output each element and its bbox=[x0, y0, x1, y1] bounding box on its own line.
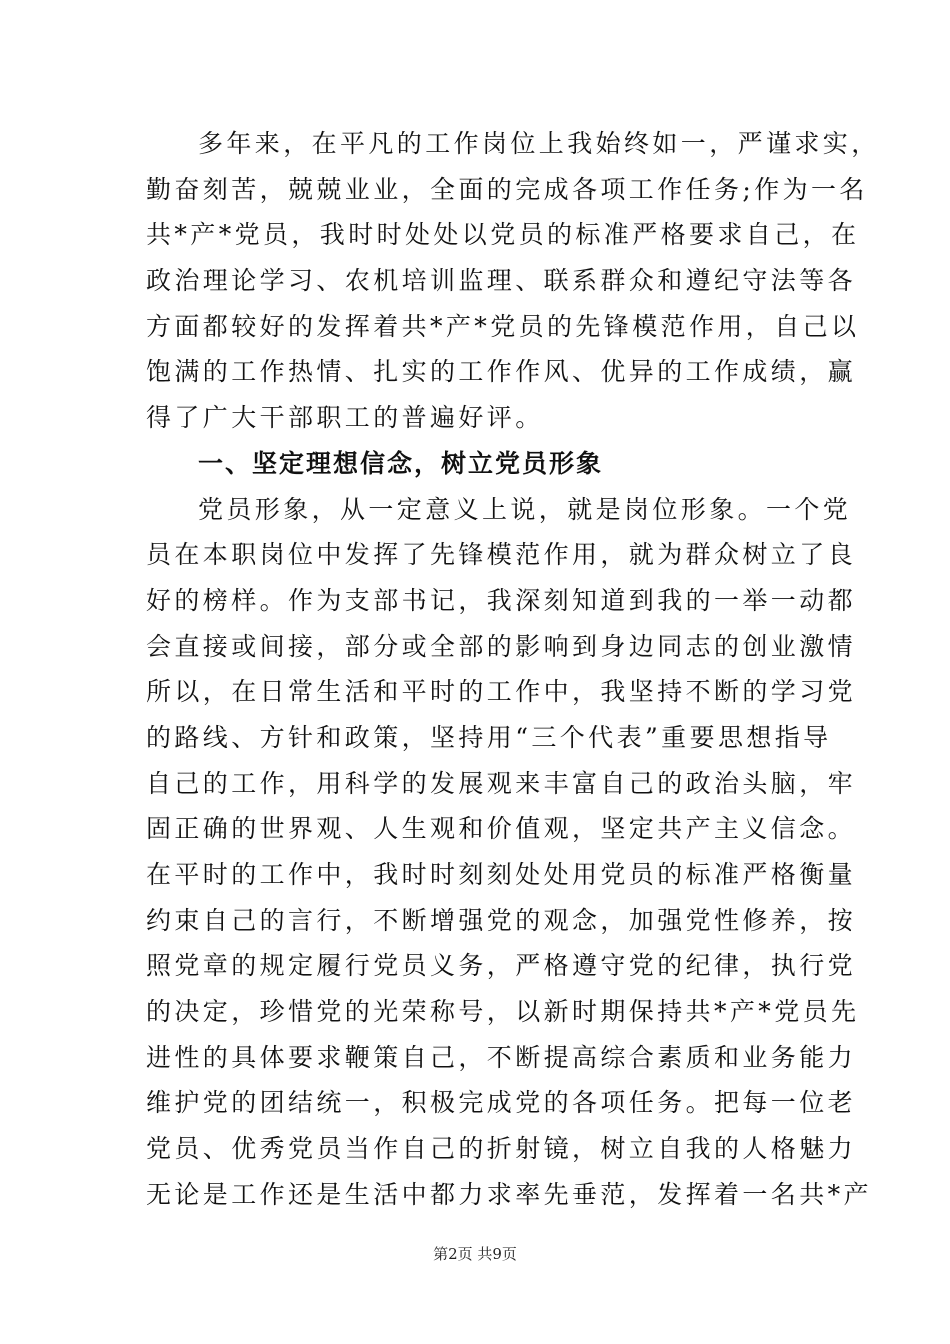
text-line: 的决定，珍惜党的光荣称号，以新时期保持共*产*党员先 bbox=[146, 997, 860, 1027]
text-line: 得了广大干部职工的普遍好评。 bbox=[146, 403, 544, 433]
text-line: 政治理论学习、农机培训监理、联系群众和遵纪守法等各 bbox=[146, 266, 857, 296]
text-line: 多年来，在平凡的工作岗位上我始终如一，严谨求实， bbox=[198, 129, 880, 158]
text-line: 维护党的团结统一，积极完成党的各项任务。把每一位老 bbox=[146, 1088, 857, 1118]
text-line: 自己的工作，用科学的发展观来丰富自己的政治头脑，牢 bbox=[146, 768, 857, 798]
text-line: 党员、优秀党员当作自己的折射镜，树立自我的人格魅力 bbox=[146, 1134, 857, 1164]
text-line: 固正确的世界观、人生观和价值观，坚定共产主义信念。 bbox=[146, 814, 857, 844]
document-body bbox=[146, 121, 880, 1218]
text-line: 约束自己的言行，不断增强党的观念，加强党性修养，按 bbox=[146, 905, 857, 935]
text-line: 共*产*党员，我时时处处以党员的标准严格要求自己，在 bbox=[146, 220, 860, 250]
text-line: 在平时的工作中，我时时刻刻处处用党员的标准严格衡量 bbox=[146, 860, 857, 889]
text-line: 照党章的规定履行党员义务，严格遵守党的纪律，执行党 bbox=[146, 951, 857, 981]
text-line: 进性的具体要求鞭策自己，不断提高综合素质和业务能力 bbox=[146, 1042, 857, 1072]
text-line: 饱满的工作热情、扎实的工作作风、优异的工作成绩，赢 bbox=[146, 357, 857, 387]
text-line: 方面都较好的发挥着共*产*党员的先锋模范作用，自己以 bbox=[146, 311, 860, 341]
text-line: 党员形象，从一定意义上说，就是岗位形象。一个党 bbox=[198, 494, 852, 524]
page-number-footer: 第2页 共9页 bbox=[433, 1245, 517, 1263]
section-heading: 一、坚定理想信念，树立党员形象 bbox=[198, 448, 604, 478]
text-line: 勤奋刻苦，兢兢业业，全面的完成各项工作任务;作为一名 bbox=[146, 174, 868, 204]
text-line: 的路线、方针和政策，坚持用“三个代表”重要思想指导 bbox=[146, 722, 832, 752]
text-line: 所以，在日常生活和平时的工作中，我坚持不断的学习党 bbox=[146, 677, 857, 707]
text-line: 好的榜样。作为支部书记，我深刻知道到我的一举一动都 bbox=[146, 585, 857, 615]
text-line: 会直接或间接，部分或全部的影响到身边同志的创业激情 bbox=[146, 631, 857, 661]
text-line: 无论是工作还是生活中都力求率先垂范，发挥着一名共*产 bbox=[146, 1179, 872, 1209]
text-line: 员在本职岗位中发挥了先锋模范作用，就为群众树立了良 bbox=[146, 540, 857, 570]
